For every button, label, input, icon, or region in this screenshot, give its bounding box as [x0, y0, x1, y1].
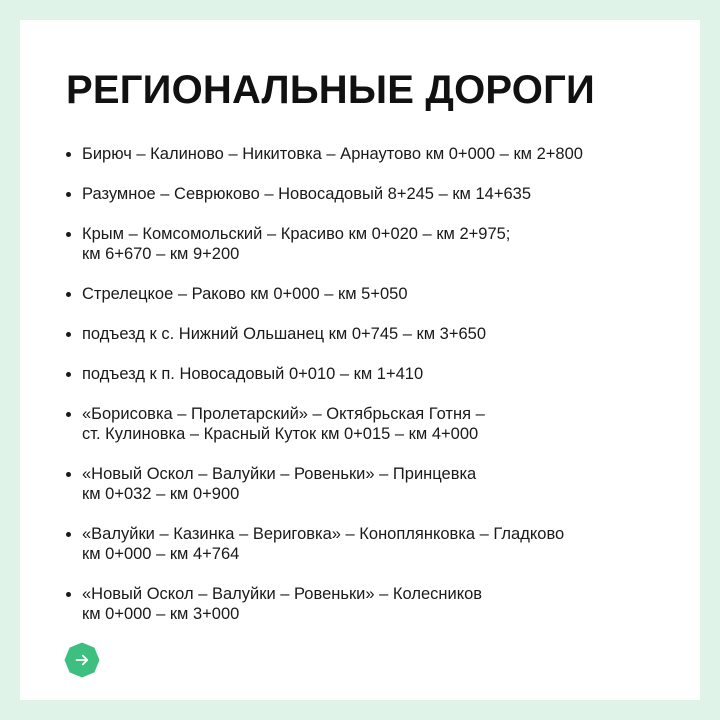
bullet-icon — [66, 592, 71, 597]
road-list — [66, 144, 666, 644]
road-list-item — [66, 404, 666, 444]
road-list-item — [66, 184, 666, 204]
road-list-item — [66, 144, 666, 164]
road-text-line: Стрелецкое – Раково км 0+000 – км 5+050 — [82, 285, 408, 303]
road-list-item — [66, 464, 666, 504]
road-list-item — [66, 584, 666, 624]
road-text-line: «Новый Оскол – Валуйки – Ровеньки» – Колесников — [82, 585, 483, 603]
bullet-icon — [66, 532, 71, 537]
road-text-line: «Валуйки – Казинка – Вериговка» – Коноплянковка – Гладково — [82, 525, 565, 543]
road-text-line: км 0+032 – км 0+900 — [82, 485, 240, 503]
arrow-right-icon — [64, 642, 100, 678]
road-text-line: подъезд к п. Новосадовый 0+010 – км 1+410 — [82, 365, 424, 383]
road-list-item — [66, 224, 666, 264]
road-text-line: Бирюч – Калиново – Никитовка – Арнаутово км 0+000 – км 2+800 — [82, 145, 583, 163]
road-list-item — [66, 364, 666, 384]
road-text-line: км 0+000 – км 3+000 — [82, 605, 240, 623]
road-text-line: Крым – Комсомольский – Красиво км 0+020 – км 2+975; — [82, 225, 511, 243]
page-title: РЕГИОНАЛЬНЫЕ ДОРОГИ — [66, 68, 595, 112]
bullet-icon — [66, 232, 71, 237]
content-card — [20, 20, 700, 700]
bullet-icon — [66, 152, 71, 157]
bullet-icon — [66, 372, 71, 377]
bullet-icon — [66, 332, 71, 337]
road-text-line: подъезд к с. Нижний Ольшанец км 0+745 – км 3+650 — [82, 325, 487, 343]
road-text-line: км 6+670 – км 9+200 — [82, 245, 240, 263]
road-list-item — [66, 324, 666, 344]
bullet-icon — [66, 292, 71, 297]
bullet-icon — [66, 412, 71, 417]
road-text-line: Разумное – Севрюково – Новосадовый 8+245 – км 14+635 — [82, 185, 531, 203]
road-text-line: «Борисовка – Пролетарский» – Октябрьская Готня – — [82, 405, 485, 423]
road-text-line: км 0+000 – км 4+764 — [82, 545, 240, 563]
road-list-item — [66, 524, 666, 564]
road-text-line: ст. Кулиновка – Красный Куток км 0+015 – км 4+000 — [82, 425, 479, 443]
next-button[interactable] — [64, 642, 100, 678]
road-text-line: «Новый Оскол – Валуйки – Ровеньки» – Принцевка — [82, 465, 477, 483]
bullet-icon — [66, 472, 71, 477]
bullet-icon — [66, 192, 71, 197]
road-list-item — [66, 284, 666, 304]
